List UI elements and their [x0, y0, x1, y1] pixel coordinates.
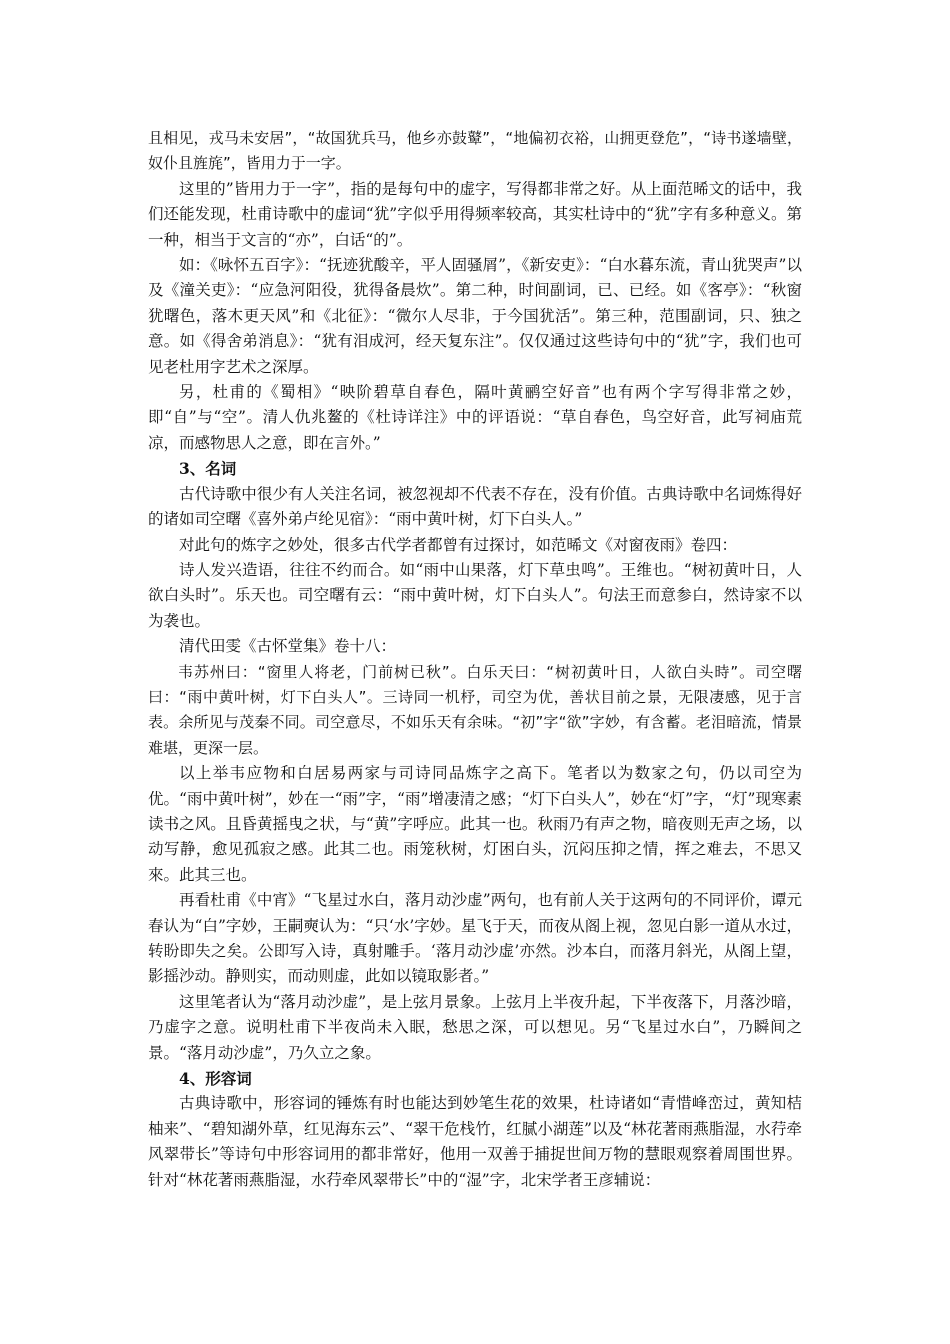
paragraph-1: 且相见，戎马未安居”，“故国犹兵马，他乡亦鼓鼙”，“地偏初衣裕，山拥更登危”，“诗书遂墙壁，奴仆且旌旄”，皆用力于一字。 — [148, 129, 802, 173]
paragraph-4: 另，杜甫的《蜀相》“映阶碧草自春色，隔叶黄鹂空好音”也有两个字写得非常之妙，即“自”与“空”。清人仇兆鳌的《杜诗详注》中的评语说：“草自春色，鸟空好音，此写祠庙荒凉，而感物思人之意，即在言外。” — [148, 383, 802, 452]
paragraph-2: 这里的”皆用力于一字”，指的是每句中的虚字，写得都非常之好。从上面范晞文的话中，我们还能发现，杜甫诗歌中的虚词“犹”字似乎用得频率较高，其实杜诗中的“犹”字有多种意义。第一种，相当于文言的“亦”，白话“的”。 — [148, 179, 802, 249]
paragraph-3: 如：《咏怀五百字》：“抚迹犹酸辛，平人固骚屑”，《新安吏》：“白水暮东流，青山犹哭声”以及《潼关吏》：“应急河阳役，犹得备晨炊”。第二种，时间副词，已、已经。如《客亭》：“秋窗犹曙色，落木更天风”和《北征》：“微尔人尽非，于今国犹活”。第三种，范围副词，只、独之意。如《得舍弟消息》：“犹有泪成河，经天复东注”。仅仅通过这些诗句中的“犹”字，我们也可见老杜用字艺术之深厚。 — [148, 256, 802, 376]
paragraph-11: 再看杜甫《中宵》“飞星过水白，落月动沙虚”两句，也有前人关于这两句的不同评价，谭元春认为“白”字妙，王嗣奭认为：“只‘水’字妙。星飞于天，而夜从阁上视，忽见白影一道从水过，转盼即失之矣。公即写入诗，真射雕手。‘落月动沙虚’亦然。沙本白，而落月斜光，从阁上望，影摇沙动。静则实，而动则虚，此如以镜取影者。” — [148, 891, 802, 986]
paragraph-7: 诗人发兴造语，往往不约而合。如“雨中山果落，灯下草虫鸣”。王维也。“树初黄叶日，人欲白头时”。乐天也。司空曙有云：“雨中黄叶树，灯下白头人”。句法王而意参白，然诗家不以为袭也。 — [148, 560, 802, 630]
section-heading-adjectives: 4、形容词 — [179, 1069, 252, 1089]
paragraph-6: 对此句的炼字之妙处，很多古代学者都曾有过探讨，如范晞文《对窗夜雨》卷四： — [179, 535, 738, 554]
section-heading-nouns: 3、名词 — [179, 459, 237, 479]
paragraph-8: 清代田雯《古怀堂集》卷十八： — [179, 637, 397, 656]
paragraph-13: 古典诗歌中，形容词的锤炼有时也能达到妙笔生花的效果，杜诗诸如“青惜峰峦过，黄知桔柚来”、“碧知湖外草，红见海东云”、“翠干危栈竹，红腻小湖莲”以及“林花著雨燕脂湿，水荇牵风翠带长”等诗句中形容词用的都非常好，他用一双善于捕捉世间万物的慧眼观察着周围世界。针对“林花著雨燕脂湿，水荇牵风翠带长”中的“湿”字，北宋学者王彦辅说： — [148, 1094, 802, 1189]
paragraph-9-quote: 韦苏州曰：“窗里人将老，门前树已秋”。白乐天曰：“树初黄叶日，人欲白头時”。司空曙曰：“雨中黄叶树，灯下白头人”。三诗同一机杼，司空为优，善状目前之景，无限凄感，见于言表。余所见与茂秦不同。司空意尽，不如乐天有余味。“初”字“欲”字妙，有含蓄。老泪暗流，情景难堪，更深一层。 — [148, 662, 802, 757]
paragraph-5: 古代诗歌中很少有人关注名词，被忽视却不代表不存在，没有价值。古典诗歌中名词炼得好的诸如司空曙《喜外弟卢纶见宿》：“雨中黄叶树，灯下白头人。” — [148, 484, 802, 529]
paragraph-10: 以上举韦应物和白居易两家与司诗同品炼字之高下。笔者以为数家之句，仍以司空为优。“雨中黄叶树”，妙在一“雨”字，“雨”增凄清之感；“灯下白头人”，妙在“灯”字，“灯”现寒素读书之风。且昏黄摇曳之状，与“黄”字呼应。此其一也。秋雨乃有声之物，暗夜则无声之场，以动写静，愈见孤寂之感。此其二也。雨笼秋树，灯困白头，沉闷压抑之情，挥之难去，不思又來。此其三也。 — [148, 764, 802, 884]
paragraph-12: 这里笔者认为“落月动沙虚”，是上弦月景象。上弦月上半夜升起，下半夜落下，月落沙暗，乃虚字之意。说明杜甫下半夜尚未入眠，愁思之深，可以想见。另“飞星过水白”，乃瞬间之景。“落月动沙虚”，乃久立之象。 — [148, 992, 802, 1062]
